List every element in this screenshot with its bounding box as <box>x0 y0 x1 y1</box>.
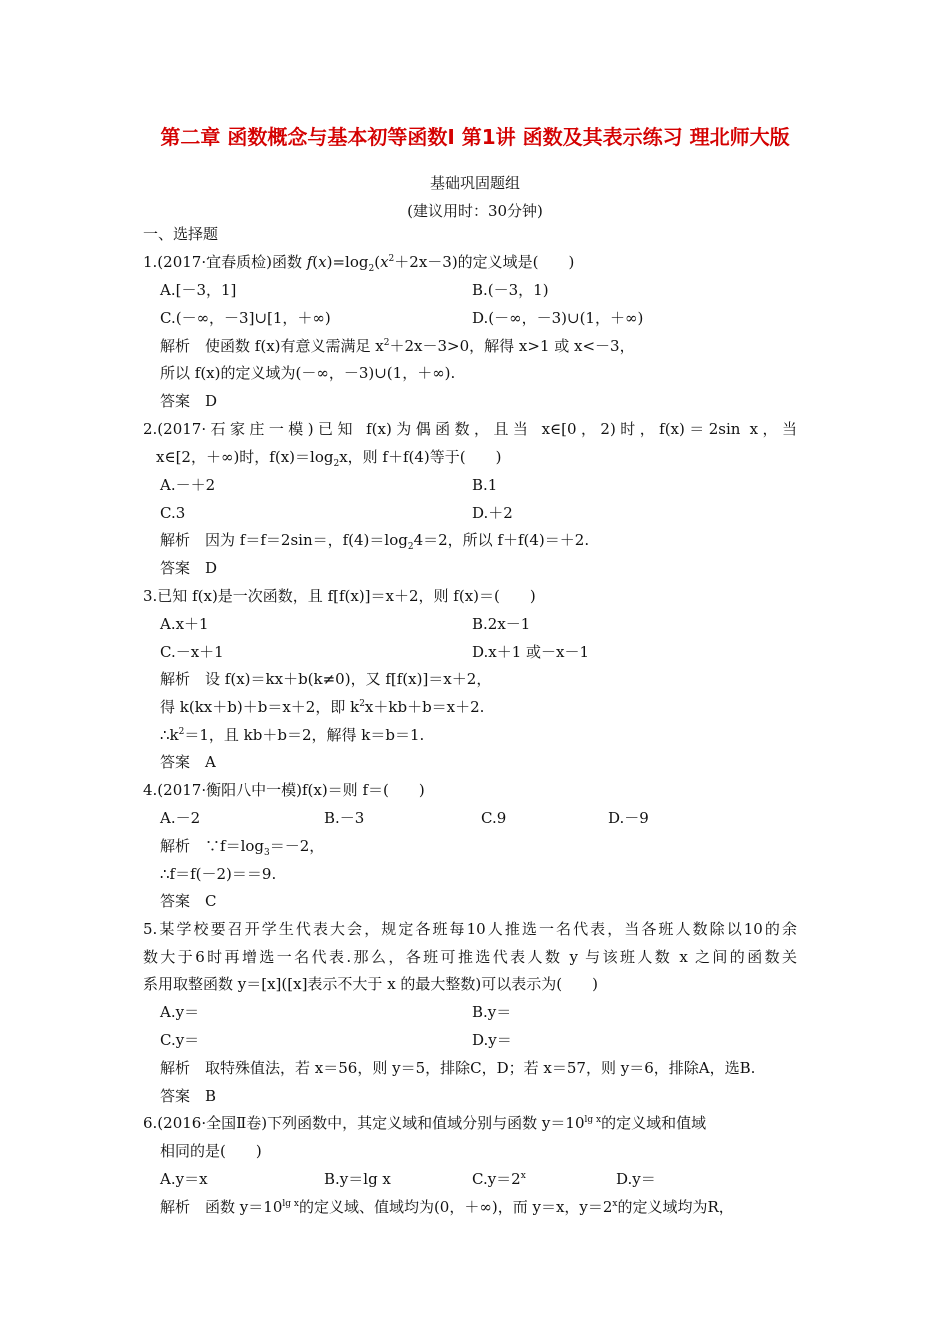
q2-answer: 答案 D <box>160 559 218 577</box>
q2-stem-cont: x∈[2，＋∞)时，$f(x)=\log_2x$，则 f＋f(4)等于( ) <box>156 448 502 469</box>
q3-analysis-cont2: $\therefore k^2=1$，且 kb＋b＝2，解得 k＝b＝1. <box>160 726 425 744</box>
q5-option-c: C.y＝ <box>160 1031 200 1049</box>
q1-option-d: D.(－∞，－3)∪(1，＋∞) <box>472 309 644 327</box>
q1-analysis-cont: 所以 f(x)的定义域为(－∞，－3)∪(1，＋∞). <box>160 364 456 382</box>
q3-option-d: D.x＋1 或－x－1 <box>472 643 590 661</box>
q1-analysis: 解析 使函数 f(x)有意义需满足 $x^2+2x-3>0$，解得 x>1 或 x<－3， <box>160 337 635 355</box>
q3-answer: 答案 A <box>160 753 216 771</box>
q4-answer: 答案 C <box>160 892 217 910</box>
q5-option-b: B.y＝ <box>472 1003 512 1021</box>
q6-stem-cont: 相同的是( ) <box>160 1142 262 1160</box>
document-title: 第二章 函数概念与基本初等函数Ⅰ 第1讲 函数及其表示练习 理北师大版 <box>160 125 790 149</box>
q6-analysis: 解析 函数 $y=10^{lg x}$的定义域、值域均为(0，＋∞)，而 y＝x，$y=2^x$的定义域均为R， <box>160 1198 734 1216</box>
q1-option-b: B.(－3，1) <box>472 281 549 299</box>
time-hint: (建议用时：30分钟) <box>407 202 543 220</box>
q4-stem: 4.(2017·衡阳八中一模)f(x)＝则 f＝( ) <box>143 781 425 799</box>
q3-analysis: 解析 设 f(x)＝kx＋b(k≠0)，又 f[f(x)]＝x＋2， <box>160 670 492 688</box>
q6-option-b: B.y＝lg x <box>324 1170 391 1188</box>
q3-analysis-cont: 得 k(kx＋b)＋b＝x＋2，即 $k^2x+kb+b=x+2$. <box>160 698 485 716</box>
q2-option-b: B.1 <box>472 476 498 494</box>
q5-option-a: A.y＝ <box>160 1003 200 1021</box>
q2-option-a: A.－＋2 <box>160 476 216 494</box>
q5-stem-cont: 数大于6时再增选一名代表.那么，各班可推选代表人数 y 与该班人数 x 之间的函数关 <box>143 948 797 966</box>
q2-analysis: 解析 因为 f＝f＝2sin＝，$f(4)=\log_24=2$，所以 f＋f(4)＝＋2. <box>160 531 590 552</box>
q4-analysis: 解析 $\because f=\log_3=-2$， <box>160 837 325 858</box>
q4-option-b: B.－3 <box>324 809 365 827</box>
q3-option-c: C.－x＋1 <box>160 643 224 661</box>
q6-option-d: D.y＝ <box>616 1170 656 1188</box>
q5-answer: 答案 B <box>160 1087 217 1105</box>
q2-stem: 2.(2017·石家庄一模)已知 f(x)为偶函数，且当 x∈[0，2)时，f(x)＝2sin x，当 <box>143 420 797 438</box>
section-heading: 一、选择题 <box>143 225 219 243</box>
q1-option-a: A.[－3，1] <box>160 281 237 299</box>
q2-option-d: D.＋2 <box>472 504 513 522</box>
q3-stem: 3.已知 f(x)是一次函数，且 f[f(x)]＝x＋2，则 f(x)＝( ) <box>143 587 536 605</box>
q5-stem: 5.某学校要召开学生代表大会，规定各班每10人推选一名代表，当各班人数除以10的余 <box>143 920 797 938</box>
q4-analysis-cont: ∴f＝f(－2)＝＝9. <box>160 865 277 883</box>
q6-option-a: A.y＝x <box>160 1170 208 1188</box>
q1-answer: 答案 D <box>160 392 218 410</box>
q1-option-c: C.(－∞，－3]∪[1，＋∞) <box>160 309 331 327</box>
q5-option-d: D.y＝ <box>472 1031 512 1049</box>
q3-option-b: B.2x－1 <box>472 615 531 633</box>
q5-analysis: 解析 取特殊值法，若 x＝56，则 y＝5，排除C，D；若 x＝57，则 y＝6，排除A，选B. <box>160 1059 756 1077</box>
q4-option-d: D.－9 <box>608 809 649 827</box>
q4-option-c: C.9 <box>481 809 507 827</box>
q5-stem-cont2: 系用取整函数 y＝[x]([x]表示不大于 x 的最大整数)可以表示为( ) <box>143 975 598 993</box>
q1-stem: 1.(2017·宜春质检)函数 $f(x)=\log_2(x^2+2x-3)$的定义域是( ) <box>143 253 575 274</box>
q2-option-c: C.3 <box>160 504 186 522</box>
q4-option-a: A.－2 <box>160 809 201 827</box>
q3-option-a: A.x＋1 <box>160 615 209 633</box>
group-heading: 基础巩固题组 <box>429 174 520 192</box>
q6-option-c: $C.y=2^x$ <box>472 1170 526 1188</box>
q6-stem: 6.(2016·全国Ⅱ卷)下列函数中，其定义域和值域分别与函数 $y=10^{lg x}$的定义域和值域 <box>143 1114 707 1132</box>
